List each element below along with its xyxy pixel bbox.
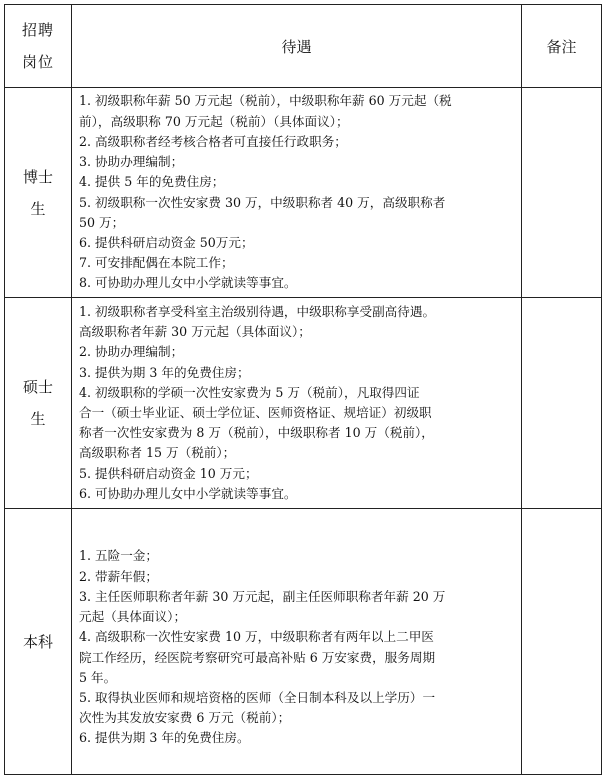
remark-cell-bachelor — [522, 509, 602, 775]
benefits-cell-phd — [72, 88, 522, 298]
benefit-line: 元起（具体面议）； — [79, 609, 187, 625]
benefit-line: 称者一次性安家费为 8 万（税前），中级职称者 10 万（税前）， — [79, 425, 434, 441]
benefit-line: 1. 初级职称年薪 50 万元起（税前），中级职称年薪 60 万元起（税 — [79, 93, 452, 109]
benefit-line: 4. 高级职称一次性安家费 10 万，中级职称者有两年以上二甲医 — [79, 629, 434, 645]
table-row-master — [5, 298, 602, 509]
remark-cell-master — [522, 298, 602, 509]
benefit-line: 50 万； — [79, 214, 125, 230]
benefit-line: 2. 高级职称者经考核合格者可直接任行政职务； — [79, 133, 347, 149]
benefits-cell-bachelor — [72, 509, 522, 775]
header-position-line2: 岗位 — [21, 53, 54, 71]
benefit-line: 6. 提供为期 3 年的免费住房。 — [79, 730, 250, 746]
benefit-line: 3. 主任医师职称者年薪 30 万元起，副主任医师职称者年薪 20 万 — [79, 588, 446, 604]
benefit-line: 合一（硕士毕业证、硕士学位证、医师资格证、规培证）初级职 — [79, 405, 432, 420]
position-line1: 硕士 — [22, 378, 53, 396]
benefit-line: 5. 初级职称一次性安家费 30 万，中级职称者 40 万，高级职称者 — [79, 194, 446, 210]
benefit-line: 8. 可协助办理儿女中小学就读等事宜。 — [79, 275, 297, 291]
header-remarks: 备注 — [522, 5, 602, 88]
benefit-line: 1. 五险一金； — [79, 548, 158, 564]
benefit-line: 2. 带薪年假； — [79, 568, 158, 584]
benefit-line: 3. 协助办理编制； — [79, 154, 184, 170]
benefit-line: 院工作经历，经医院考察研究可最高补贴 6 万安家费，服务周期 — [79, 649, 436, 665]
benefit-line: 高级职称者 15 万（税前）； — [79, 445, 236, 461]
benefit-line: 高级职称者年薪 30 万元起（具体面议）； — [79, 324, 311, 340]
remark-cell-phd — [522, 88, 602, 298]
benefit-line: 5 年。 — [79, 669, 117, 685]
header-position — [5, 5, 72, 88]
benefit-line: 2. 协助办理编制； — [79, 344, 184, 360]
position-cell-master — [5, 298, 72, 509]
header-benefits: 待遇 — [72, 5, 522, 88]
position-line2: 生 — [30, 410, 46, 428]
benefit-line: 6. 可协助办理儿女中小学就读等事宜。 — [79, 485, 297, 501]
benefit-line: 4. 提供 5 年的免费住房； — [79, 174, 225, 190]
header-position-line1: 招聘 — [21, 21, 54, 39]
table-row-bachelor — [5, 509, 602, 775]
recruitment-benefits-table — [4, 4, 602, 775]
position-cell-bachelor — [5, 509, 72, 775]
benefit-line: 次性为其发放安家费 6 万元（税前）； — [79, 710, 291, 726]
position-cell-phd — [5, 88, 72, 298]
benefit-line: 7. 可安排配偶在本院工作； — [79, 255, 234, 271]
position-line2: 生 — [30, 199, 46, 218]
benefit-line: 6. 提供科研启动资金 50万元； — [79, 234, 254, 250]
benefit-line: 4. 初级职称的学硕一次性安家费为 5 万（税前），凡取得四证 — [79, 384, 420, 400]
position-line1: 本科 — [22, 632, 53, 651]
table-row-phd — [5, 88, 602, 298]
benefit-line: 3. 提供为期 3 年的免费住房； — [79, 364, 250, 380]
benefit-line: 5. 提供科研启动资金 10 万元； — [79, 465, 258, 481]
benefit-line: 1. 初级职称者享受科室主治级别待遇，中级职称享受副高待遇。 — [79, 303, 436, 319]
benefit-line: 前），高级职称 70 万元起（税前）（具体面议）； — [79, 113, 349, 129]
benefits-cell-master — [72, 298, 522, 509]
benefit-line: 5. 取得执业医师和规培资格的医师（全日制本科及以上学历）一 — [79, 689, 436, 705]
table-header-row — [5, 5, 602, 88]
position-line1: 博士 — [22, 167, 53, 186]
